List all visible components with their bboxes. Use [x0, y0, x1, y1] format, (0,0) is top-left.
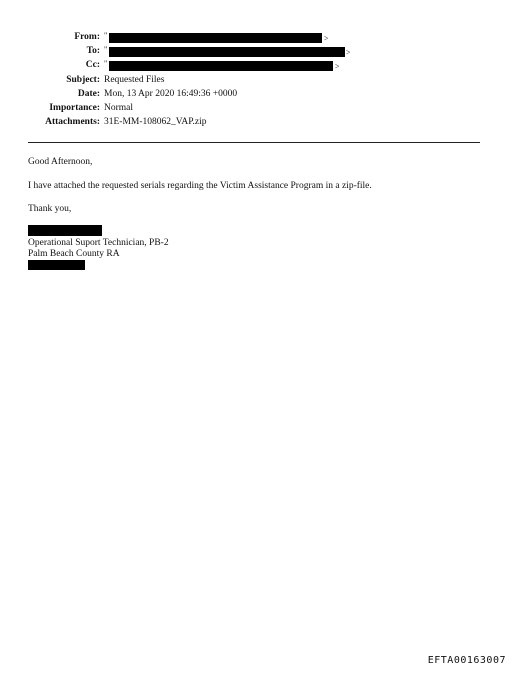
from-end: >: [324, 34, 329, 43]
to-label: To:: [86, 46, 100, 56]
cc-end: >: [335, 62, 340, 71]
date-label: Date:: [77, 89, 100, 99]
attachments-label: Attachments:: [45, 117, 100, 127]
attachment-file-link[interactable]: 31E-MM-108062_VAP.zip: [104, 117, 207, 127]
cc-label: Cc:: [85, 60, 100, 70]
date-value: Mon, 13 Apr 2020 16:49:36 +0000: [104, 89, 238, 99]
importance-value: Normal: [104, 103, 134, 113]
from-redaction: [109, 33, 322, 43]
signature-name-redaction: [28, 225, 102, 236]
to-redaction: [109, 47, 345, 57]
subject-label: Subject:: [66, 75, 100, 85]
cc-quote: ": [104, 59, 108, 68]
to-end: >: [346, 48, 351, 57]
signature-contact-redaction: [28, 260, 85, 270]
signature-title: Operational Suport Technician, PB-2: [28, 238, 169, 248]
greeting-text: Good Afternoon,: [28, 157, 93, 167]
subject-value: Requested Files: [104, 75, 165, 85]
closing-text: Thank you,: [28, 204, 72, 214]
signature-office: Palm Beach County RA: [28, 249, 120, 259]
importance-label: Importance:: [49, 103, 100, 113]
message-text: I have attached the requested serials regarding the Victim Assistance Program in a zip-file.: [28, 181, 372, 191]
from-quote: ": [104, 31, 108, 40]
to-quote: ": [104, 45, 108, 54]
header-divider: [28, 142, 480, 143]
cc-redaction: [109, 61, 333, 71]
document-id: EFTA00163007: [427, 655, 506, 666]
from-label: From:: [74, 32, 100, 42]
